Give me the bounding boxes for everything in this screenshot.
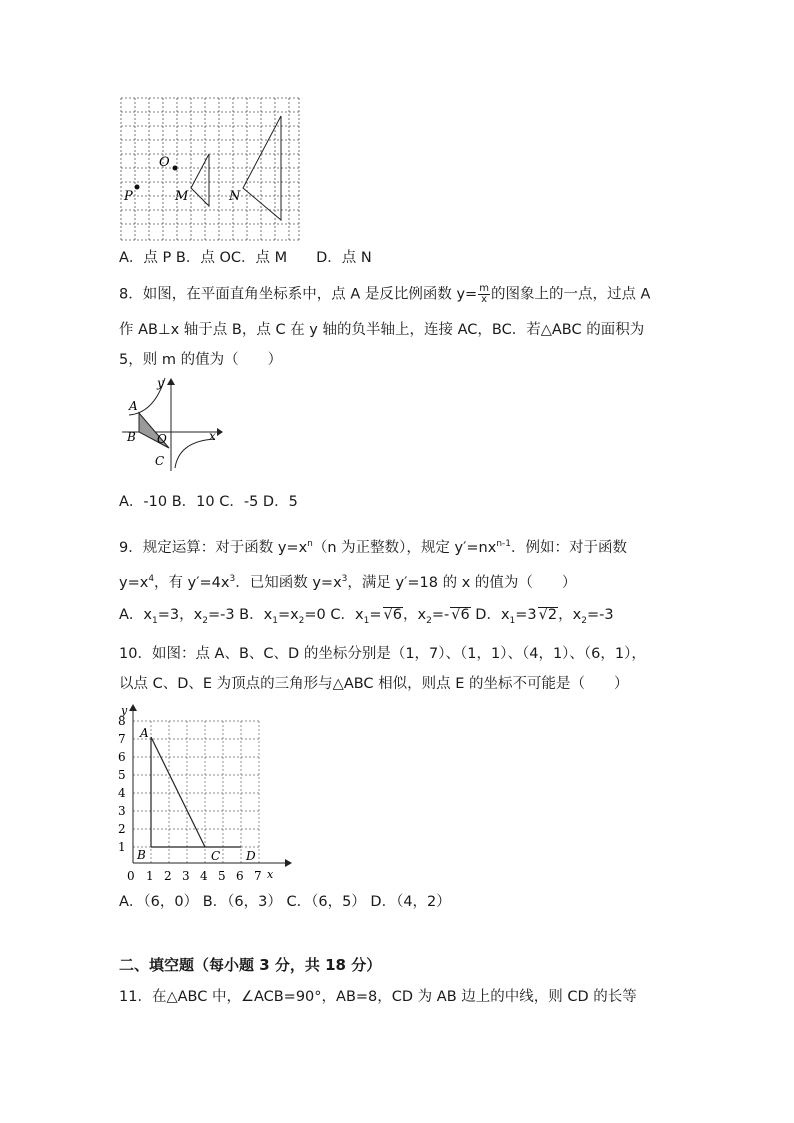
q7-grid — [121, 98, 299, 240]
label-m: M — [175, 189, 189, 204]
y-tick-3: 3 — [118, 804, 126, 818]
x-tick-1: 1 — [146, 869, 154, 883]
q9-l2-d: ，满足 y′=18 的 x 的值为（ ） — [347, 574, 577, 591]
sqrt-2: √2 — [538, 607, 558, 623]
section-2-title: 二、填空题（每小题 3 分，共 18 分） — [119, 956, 382, 974]
q10-options: A．（6，0） B．（6，3） C．（6，5） D．（4，2） — [119, 894, 451, 910]
axis-label-x: x — [267, 868, 274, 881]
q9-l2-sup-c: 3 — [341, 574, 348, 584]
y-tick-5: 5 — [118, 768, 126, 782]
q9-opt-d-rest2: ，x — [558, 607, 582, 623]
x-tick-4: 4 — [200, 869, 208, 883]
q7-grid-figure — [119, 96, 301, 242]
q8-label-c: C — [155, 454, 165, 468]
segment-ac — [151, 737, 205, 847]
q9-sub: 1 — [509, 615, 516, 626]
q9-opt-a: A．x — [119, 607, 153, 623]
q8-label-b: B — [127, 430, 136, 444]
q9-line2 — [119, 569, 576, 593]
q9-sub: 2 — [426, 615, 432, 626]
q8-y-arrow — [167, 378, 175, 385]
q8-label-y: y — [157, 376, 164, 390]
q9-l2-sup-b: 3 — [229, 574, 236, 584]
q10-grid-figure — [115, 703, 295, 885]
q9-l2-sup-a: 4 — [148, 574, 155, 584]
axis-label-y: y — [121, 704, 128, 717]
y-tick-8: 8 — [118, 714, 126, 728]
q8-label-a: A — [129, 399, 138, 413]
q9-opt-c-rest: = — [369, 607, 382, 623]
q8-x-arrow — [217, 428, 223, 436]
q9-l1-sup-b: n-1 — [496, 539, 512, 549]
q9-l1-b: （n 为正整数），规定 y′=nx — [312, 539, 497, 556]
q7-options: A．点 P B．点 OC．点 M D．点 N — [119, 250, 372, 266]
q10-line2: 以点 C、D、E 为顶点的三角形与△ABC 相似，则点 E 的坐标不可能是（ ） — [119, 676, 629, 692]
q8-line1-pre: 8．如图，在平面直角坐标系中，点 A 是反比例函数 y= — [119, 286, 478, 303]
q9-opt-d-rest3: =-3 — [586, 607, 614, 623]
point-o-dot — [173, 166, 178, 171]
y-tick-4: 4 — [118, 786, 126, 800]
q9-opt-b: =-3 B．x — [207, 607, 273, 623]
triangle-m — [191, 154, 209, 206]
q9-options — [119, 605, 614, 631]
q8-options: A．-10 B．10 C．-5 D．5 — [119, 494, 298, 510]
q8-line3: 5，则 m 的值为（ ） — [119, 352, 283, 368]
x-tick-7: 7 — [254, 869, 262, 883]
point-label-a: A — [140, 726, 149, 740]
point-p-dot — [135, 185, 140, 190]
q10-y-arrow — [129, 704, 137, 711]
q8-label-o: O — [157, 432, 167, 446]
q9-opt-b-rest: =x — [277, 607, 299, 623]
q11-line1: 11．在△ABC 中，∠ACB=90°，AB=8，CD 为 AB 边上的中线，则 CD 的长等 — [119, 989, 637, 1005]
q9-l1-a: 9．规定运算：对于函数 y=x — [119, 539, 308, 556]
radicand: 6 — [460, 607, 470, 623]
q9-line1 — [119, 534, 627, 558]
q10-line1: 10．如图：点 A、B、C、D 的坐标分别是（1，7）、（1，1）、（4，1）、（6，1）， — [119, 646, 646, 662]
q9-sub: 2 — [298, 615, 305, 626]
x-tick-6: 6 — [236, 869, 244, 883]
label-o: O — [159, 155, 170, 170]
q9-opt-d: D．x — [470, 607, 510, 623]
y-tick-2: 2 — [118, 822, 126, 836]
y-tick-1: 1 — [118, 840, 126, 854]
q8-line2: 作 AB⊥x 轴于点 B，点 C 在 y 轴的负半轴上，连接 AC，BC．若△ABC 的面积为 — [119, 322, 645, 338]
q9-sub: 1 — [152, 615, 158, 626]
q9-sub: 1 — [363, 615, 370, 626]
x-tick-5: 5 — [218, 869, 226, 883]
q8-line1-post: 的图象上的一点，过点 A — [490, 286, 651, 303]
x-tick-2: 2 — [164, 869, 172, 883]
q9-l1-sup-a: n — [307, 539, 313, 549]
y-tick-7: 7 — [118, 732, 126, 746]
q9-opt-c: =0 C．x — [304, 607, 364, 623]
q9-opt-d-rest: =3 — [515, 607, 537, 623]
radicand: 2 — [547, 607, 558, 623]
q9-l2-c: ．已知函数 y=x — [235, 574, 342, 591]
q9-opt-a-rest: =3，x — [157, 607, 203, 623]
q10-grid — [133, 721, 259, 863]
q9-opt-c-rest2: ，x — [402, 607, 427, 623]
q10-x-arrow — [285, 859, 292, 867]
label-p: P — [124, 189, 133, 204]
sqrt-6: √6 — [383, 607, 402, 623]
q9-opt-c-rest3: =- — [431, 607, 450, 623]
q9-l1-c: ．例如：对于函数 — [511, 539, 628, 556]
q8-curve-lower — [175, 439, 215, 468]
q9-l2-a: y=x — [119, 574, 149, 591]
label-n: N — [229, 189, 241, 204]
q8-label-x: x — [209, 429, 216, 443]
y-tick-6: 6 — [118, 750, 126, 764]
q9-l2-b: ，有 y′=4x — [154, 574, 230, 591]
point-label-b: B — [137, 848, 146, 862]
q8-line1 — [119, 284, 650, 305]
q8-frac-num: m — [479, 283, 489, 294]
q8-fraction — [478, 284, 490, 305]
q9-sub: 2 — [581, 615, 587, 626]
x-tick-0: 0 — [127, 869, 135, 883]
x-tick-3: 3 — [182, 869, 190, 883]
point-label-d: D — [246, 849, 256, 863]
q9-sub: 2 — [202, 615, 208, 626]
q8-figure — [119, 375, 229, 475]
sqrt-6: √6 — [451, 607, 470, 623]
q9-sub: 1 — [272, 615, 278, 626]
radicand: 6 — [392, 607, 402, 623]
q8-frac-den: x — [481, 294, 488, 305]
point-label-c: C — [211, 849, 221, 863]
